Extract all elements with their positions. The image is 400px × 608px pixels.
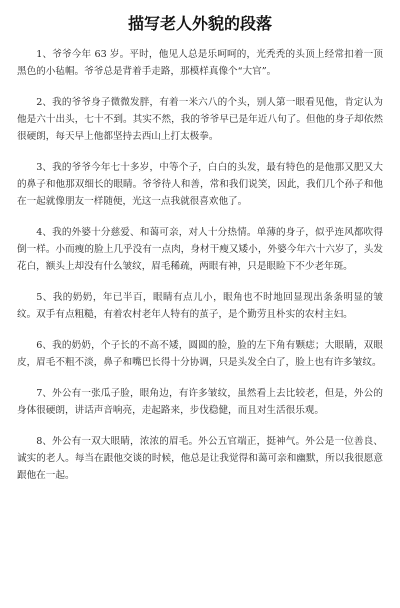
paragraph-5: 5、我的奶奶，年已半百，眼睛有点儿小，眼角也不时地回显现出条条明显的皱纹。双手有点粗糙，有着农村老年人特有的茧子，是个勤劳且朴实的农村主妇。	[17, 292, 383, 320]
paragraph-7: 7、外公有一张瓜子脸，眼角边，有许多皱纹，虽然看上去比较老，但是，外公的身体很硬朗，讲话声音响亮，走起路来，步伐稳健，而且对生活很乐观。	[17, 388, 383, 416]
paragraph-2: 2、我的爷爷身子微微发胖，有着一米六八的个头，别人第一眼看见他，肯定认为他是六十出头，七十不到。其实不然，我的爷爷早已是年近八旬了。但他的身子却依然很硬朗，每天早上他都坚持去西山上打太极拳。	[17, 97, 383, 142]
paragraph-gap	[17, 210, 383, 224]
paragraph-gap	[17, 145, 383, 159]
paragraph-gap	[17, 371, 383, 385]
paragraph-gap	[17, 275, 383, 289]
paragraph-1: 1、爷爷今年 63 岁。平时，他见人总是乐呵呵的，光秃秃的头顶上经常扣着一顶黑色的小毡帽。爷爷总是背着手走路，那模样真像个“大官”。	[17, 49, 383, 77]
paragraph-gap	[17, 419, 383, 433]
page-title: 描写老人外貌的段落	[127, 14, 272, 33]
paragraph-6: 6、我的奶奶，个子长的不高不矮，圆圆的脸，脸的左下角有颗痣；大眼睛，双眼皮，眉毛不粗不淡，鼻子和嘴巴长得十分协调，只是头发全白了，脸上也有许多皱纹。	[17, 340, 383, 368]
paragraph-gap	[17, 323, 383, 337]
paragraph-3: 3、我的爷爷今年七十多岁，中等个子，白白的头发，最有特色的是他那又肥又大的鼻子和他那双细长的眼睛。爷爷待人和善，常和我们说笑，因此，我们几个孙子和他在一起就像朋友一样随便，光这一点我就很喜欢他了。	[17, 162, 383, 207]
paragraph-4: 4、我的外婆十分慈爱、和蔼可亲，对人十分热情。单薄的身子，似乎连风都吹得倒一样。小而瘦的脸上几乎没有一点肉，身材干瘦又矮小，外婆今年六十六岁了，头发花白，额头上却没有什么皱纹，眉毛稀疏，两眼有神，只是眼睑下不少老年斑。	[17, 227, 383, 272]
paragraph-8: 8、外公有一双大眼睛，浓浓的眉毛。外公五官端正，挺神气。外公是一位善良、诚实的老人。每当在跟他交谈的时候，他总是让我觉得和蔼可亲和幽默，所以我很愿意跟他在一起。	[17, 436, 383, 481]
paragraph-gap	[17, 80, 383, 94]
